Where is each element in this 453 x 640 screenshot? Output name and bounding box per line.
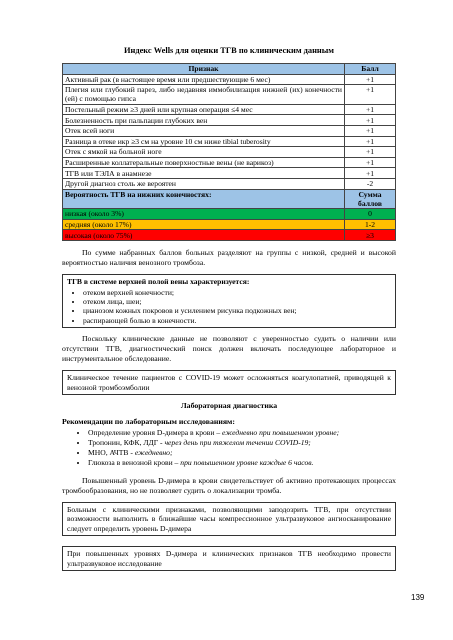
lab-section-title: Лабораторная диагностика: [180, 401, 278, 411]
lab-note: при повышенном уровне каждые 6 часов.: [180, 457, 314, 467]
score-cell: -2: [345, 178, 396, 189]
page-title: Индекс Wells для оценки ТГВ по клиническим данным: [124, 46, 334, 55]
page-number: 139: [411, 593, 425, 602]
score-cell: +1: [345, 136, 396, 147]
probability-score: ≥3: [345, 230, 396, 241]
list-item: [88, 428, 396, 438]
score-cell: +1: [345, 74, 396, 85]
list-item: • цианозом кожных покровов и усилением рисунка подкожных вен;: [83, 306, 391, 315]
list-item: [88, 448, 396, 458]
lab-note: ежедневно при повышенном уровне;: [222, 428, 340, 438]
probability-label: высокая (около 75%): [63, 230, 345, 241]
score-cell: +1: [345, 115, 396, 126]
criterion-cell: Разница в отеке икр ≥3 см на уровне 10 см ниже tibial tuberosity: [63, 136, 345, 147]
lab-test: Глюкоза в венозной крови –: [88, 457, 181, 467]
lab-test: Тропонин, КФК, ЛДГ -: [88, 438, 165, 448]
score-sum-header: Сумма баллов: [345, 189, 396, 209]
probability-score: 0: [345, 209, 396, 220]
criterion-cell: Плегия или глубокий парез, либо недавняя иммобилизация нижней (их) конечности (ей) с помощью гипса: [63, 85, 345, 105]
probability-score: 1-2: [345, 219, 396, 230]
criterion-cell: Отек всей ноги: [63, 125, 345, 136]
list-item: • отеком верхней конечности;: [83, 288, 391, 297]
paragraph-d-dimer: Повышенный уровень D-димера в крови свидетельствует об активно протекающих процессах тромбообразования, но не позволяет судить о локализации тромба.: [62, 475, 396, 495]
table-row: [63, 168, 396, 179]
lab-test: Определение уровня D-димера в крови –: [88, 428, 223, 438]
score-cell: +1: [345, 104, 396, 115]
criterion-cell: Отек с ямкой на больной ноге: [63, 147, 345, 158]
ultrasound-box: При повышенных уровнях D-димера и клинических признаков ТГВ необходимо провести ультразвуковое исследование: [62, 546, 396, 571]
table-row: [63, 147, 396, 158]
probability-label: низкая (около 3%): [63, 209, 345, 220]
lab-note: ежедневно;: [134, 447, 173, 457]
criterion-cell: Активный рак (в настоящее время или предшествующие 6 мес): [63, 74, 345, 85]
table-row: [63, 178, 396, 189]
table-row: [63, 104, 396, 115]
probability-label-header: Вероятность ТГВ на нижних конечностях:: [63, 189, 345, 209]
list-item: [88, 458, 396, 468]
probability-label: средняя (около 17%): [63, 219, 345, 230]
table-row: [63, 125, 396, 136]
lab-subtitle: Рекомендации по лабораторным исследованиям:: [62, 417, 235, 427]
list-item: • распирающей болью в конечности.: [83, 316, 391, 325]
probability-row-low: [63, 209, 396, 220]
criterion-column-header: Признак: [63, 64, 345, 75]
list-item: • отеком лица, шеи;: [83, 297, 391, 306]
lab-test: МНО, АЧТВ -: [88, 447, 135, 457]
probability-row-medium: [63, 219, 396, 230]
criterion-cell: Болезненность при пальпации глубоких вен: [63, 115, 345, 126]
paragraph-groups: По сумме набранных баллов больных разделяют на группы с низкой, средней и высокой вероятностью наличия венозного тромбоза.: [62, 247, 396, 267]
upper-vena-cava-box: [62, 274, 396, 328]
box-heading: ТГВ в системе верхней полой вены характеризуется:: [67, 276, 250, 286]
lab-recommendations-list: [62, 428, 396, 467]
clinical-signs-box: Больным с клиническими признаками, позволяющими заподозрить ТГВ, при отсутствии возможности выполнить в ближайшие часы компрессионное ультразвуковое ангиосканирование следует определить уровень D-димера: [62, 502, 396, 537]
score-cell: +1: [345, 157, 396, 168]
list-item: [88, 438, 396, 448]
criterion-cell: Другой диагноз столь же вероятен: [63, 178, 345, 189]
score-cell: +1: [345, 85, 396, 105]
score-column-header: Балл: [345, 64, 396, 75]
lab-note: через день при тяжелом течении COVID-19;: [164, 438, 311, 448]
paragraph-diagnostic-search: Поскольку клинические данные не позволяют с уверенностью судить о наличии или отсутствии ТГВ, диагностический поиск должен включать последующее лабораторное и инструментальное обследование.: [62, 334, 396, 364]
score-cell: +1: [345, 147, 396, 158]
table-row: [63, 115, 396, 126]
score-cell: +1: [345, 125, 396, 136]
criterion-cell: ТГВ или ТЭЛА в анамнезе: [63, 168, 345, 179]
criterion-cell: Расширенные коллатеральные поверхностные вены (не варикоз): [63, 157, 345, 168]
probability-row-high: [63, 230, 396, 241]
page-content: [62, 46, 396, 571]
symptom-list: [67, 288, 391, 326]
table-row: [63, 74, 396, 85]
score-cell: +1: [345, 168, 396, 179]
table-row: [63, 85, 396, 105]
table-row: [63, 157, 396, 168]
table-header-row: [63, 64, 396, 75]
covid-box: Клиническое течение пациентов с COVID-19 может осложняться коагулопатией, приводящей к венозной тромбоэмболии: [62, 370, 396, 395]
table-row: [63, 136, 396, 147]
criterion-cell: Постельный режим ≥3 дней или крупная операция ≤4 мес: [63, 104, 345, 115]
wells-score-table: [62, 63, 396, 241]
probability-header-row: [63, 189, 396, 209]
